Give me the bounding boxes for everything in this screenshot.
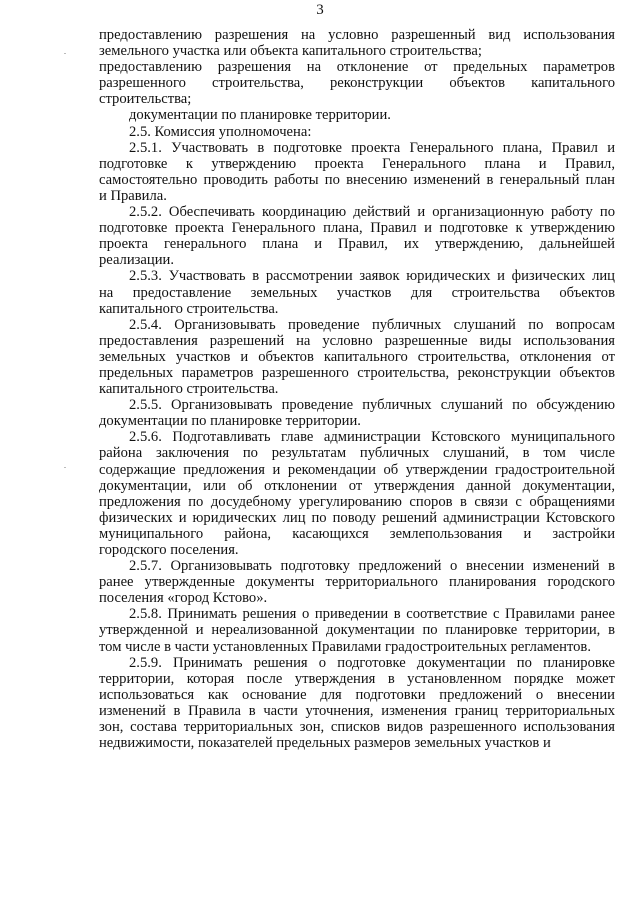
paragraph-p-2-5-4 [99,317,615,397]
text-line: городского поселения. [99,542,239,558]
paragraph-cont-1 [99,27,615,59]
paragraph-cont-2 [99,59,615,107]
paragraph-p-2-5-3 [99,268,615,316]
text-line: содержащие предложения и рекомендации об утверждении градостроительной [99,461,615,478]
text-line: документации по планировке территории. [99,413,361,430]
text-line: недвижимости, показателей предельных размеров земельных участков и [99,735,551,752]
text-line: подготовке проекта Генерального плана, Правил и подготовке к утверждению [99,220,615,237]
document-body [99,27,615,751]
paragraph-p-2-5-2 [99,204,615,268]
paragraph-p-2-5-8 [99,606,615,654]
text-line: и Правила. [99,187,167,204]
text-line: документации по планировке территории. [129,107,391,124]
text-line: разрешенного строительства, реконструкции объектов капитального [99,75,615,92]
text-line: физических и юридических лиц по поводу решений администрации Кстовского [99,509,615,526]
text-line: капитального строительства. [99,300,279,317]
text-line: 2.5.6. Подготавливать главе администрации Кстовского муниципального [129,429,615,446]
page-number: 3 [316,2,324,18]
paragraph-p-2-5-9 [99,655,615,752]
text-line: муниципального района, касающихся землепользования и застройки [99,525,615,542]
text-line: предоставлению разрешения на условно разрешенный вид использования [99,27,615,43]
text-line: использоваться как основание для подготовки предложений о внесении [99,686,615,703]
paragraph-p-2-5-1 [99,140,615,204]
paragraph-p-2-5 [99,124,615,140]
text-line: 2.5.2. Обеспечивать координацию действий и организационную работу по [129,204,615,221]
text-line: предоставления разрешений на условно разрешенные виды использования [99,332,615,349]
text-line: документации, или об отклонении от утверждения данной документации, [99,477,615,494]
paragraph-p-2-5-5 [99,397,615,429]
text-line: территории, которая после утверждения в установленном порядке может [99,670,615,687]
text-line: 2.5.3. Участвовать в рассмотрении заявок юридических и физических лиц [129,268,615,285]
text-line: капитального строительства. [99,381,279,398]
text-line: самостоятельно проводить работы по внесению изменений в генеральный план [99,171,615,188]
text-line: на предоставление земельных участков для строительства объектов [99,284,615,301]
text-line: ранее утвержденные документы территориального планирования городского [99,574,615,591]
paragraph-cont-3 [99,107,615,123]
text-line: 2.5.9. Принимать решения о подготовке документации по планировке [129,654,615,671]
text-line: 2.5. Комиссия уполномочена: [129,123,312,140]
text-line: предоставлению разрешения на отклонение от предельных параметров [99,59,615,76]
text-line: проекта генерального плана и Правил, их утверждению, дальнейшей [99,236,615,253]
text-line: 2.5.4. Организовывать проведение публичных слушаний по вопросам [129,316,615,333]
text-line: предложения по досудебному урегулированию споров в связи с обращениями [99,493,615,510]
text-line: изменений в Правила в части уточнения, изменения границ территориальных [99,702,615,719]
text-line: 2.5.1. Участвовать в подготовке проекта Генерального плана, Правил и [129,139,615,156]
text-line: том числе в части установленных Правилами градостроительных регламентов. [99,638,591,655]
text-line: строительства; [99,91,192,108]
scan-dot [64,467,66,468]
text-line: утвержденной и нереализованной документации по планировке территории, в [99,622,615,639]
paragraph-p-2-5-6 [99,429,615,558]
text-line: 2.5.5. Организовывать проведение публичных слушаний по обсуждению [129,397,615,414]
text-line: 2.5.8. Принимать решения о приведении в соответствие с Правилами ранее [129,606,615,623]
text-line: реализации. [99,252,174,269]
text-line: предельных параметров разрешенного строительства, реконструкции объектов [99,364,615,381]
text-line: земельных участков и объектов капитального строительства, отклонения от [99,348,615,365]
text-line: 2.5.7. Организовывать подготовку предложений о внесении изменений в [129,558,615,575]
text-line: зон, состава территориальных зон, списков видов разрешенного использования [99,719,615,736]
text-line: земельного участка или объекта капитального строительства; [99,43,482,60]
text-line: поселения «город Кстово». [99,590,268,607]
paragraph-p-2-5-7 [99,558,615,606]
text-line: района заключения по результатам публичных слушаний, в том числе [99,445,615,462]
text-line: подготовке к утверждению проекта Генерального плана и Правил, [99,155,615,172]
scan-dot [64,53,66,54]
